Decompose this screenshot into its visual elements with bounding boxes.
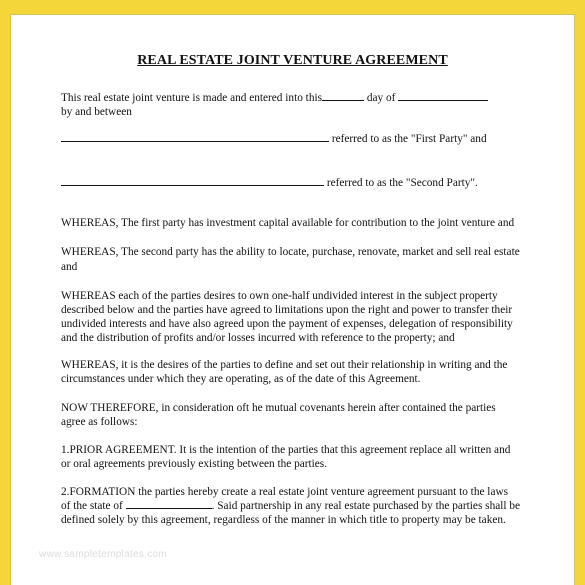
- whereas-2-line-1: WHEREAS, The second party has the ability to locate, purchase, renovate, market and sell real estate: [61, 246, 520, 258]
- watermark: www.sampletemplates.com: [39, 549, 168, 560]
- now-therefore-line-2: agree as follows:: [61, 416, 138, 428]
- whereas-3-line-4: and the distribution of profits and/or losses incurred with reference to the property; and: [61, 332, 455, 344]
- month-blank: [398, 91, 488, 101]
- whereas-4-line-2: circumstances under which they are operating, as of the date of this Agreement.: [61, 373, 421, 385]
- whereas-3-line-2: described below and the parties have agreed to limitations upon the right and power to transfer their: [61, 304, 513, 316]
- first-party-text: referred to as the "First Party" and: [331, 133, 487, 145]
- document-title: REAL ESTATE JOINT VENTURE AGREEMENT: [137, 53, 448, 68]
- intro-line-2: by and between: [61, 106, 132, 118]
- formation-state-text: of the state of: [61, 500, 123, 512]
- day-blank: [322, 91, 364, 101]
- formation-line-2: [61, 499, 520, 513]
- prior-agreement-line-1: 1.PRIOR AGREEMENT. It is the intention of the parties that this agreement replace all written and: [61, 444, 511, 456]
- second-party-text: referred to as the "Second Party".: [326, 177, 478, 189]
- second-party-line: [61, 176, 478, 190]
- formation-line-1: 2.FORMATION the parties hereby create a real estate joint venture agreement pursuant to the laws: [61, 486, 509, 498]
- formation-line-3: defined solely by this agreement, regardless of the manner in which title to property may be taken.: [61, 514, 506, 526]
- whereas-2-line-2: and: [61, 261, 78, 273]
- formation-partnership-text: . Said partnership in any real estate purchased by the parties shall be: [211, 500, 520, 512]
- document-page: [10, 14, 575, 585]
- now-therefore-line-1: NOW THEREFORE, in consideration oft he mutual covenants herein after contained the parties: [61, 402, 496, 414]
- first-party-blank: [61, 132, 329, 142]
- first-party-line: [61, 132, 487, 146]
- whereas-1: WHEREAS, The first party has investment capital available for contribution to the joint venture and: [61, 217, 515, 229]
- prior-agreement-line-2: or oral agreements previously existing between the parties.: [61, 458, 328, 470]
- whereas-4-line-1: WHEREAS, it is the desires of the parties to define and set out their relationship in writing and the: [61, 359, 508, 371]
- day-of-text: day of: [366, 92, 396, 104]
- state-blank: [126, 499, 212, 509]
- intro-text: This real estate joint venture is made and entered into this: [61, 92, 323, 104]
- second-party-blank: [61, 176, 324, 186]
- whereas-3-line-3: undivided interests and have also agreed upon the payment of expenses, delegation of responsibility: [61, 318, 513, 330]
- whereas-3-line-1: WHEREAS each of the parties desires to own one-half undivided interest in the subject property: [61, 290, 498, 302]
- intro-line: [61, 91, 488, 105]
